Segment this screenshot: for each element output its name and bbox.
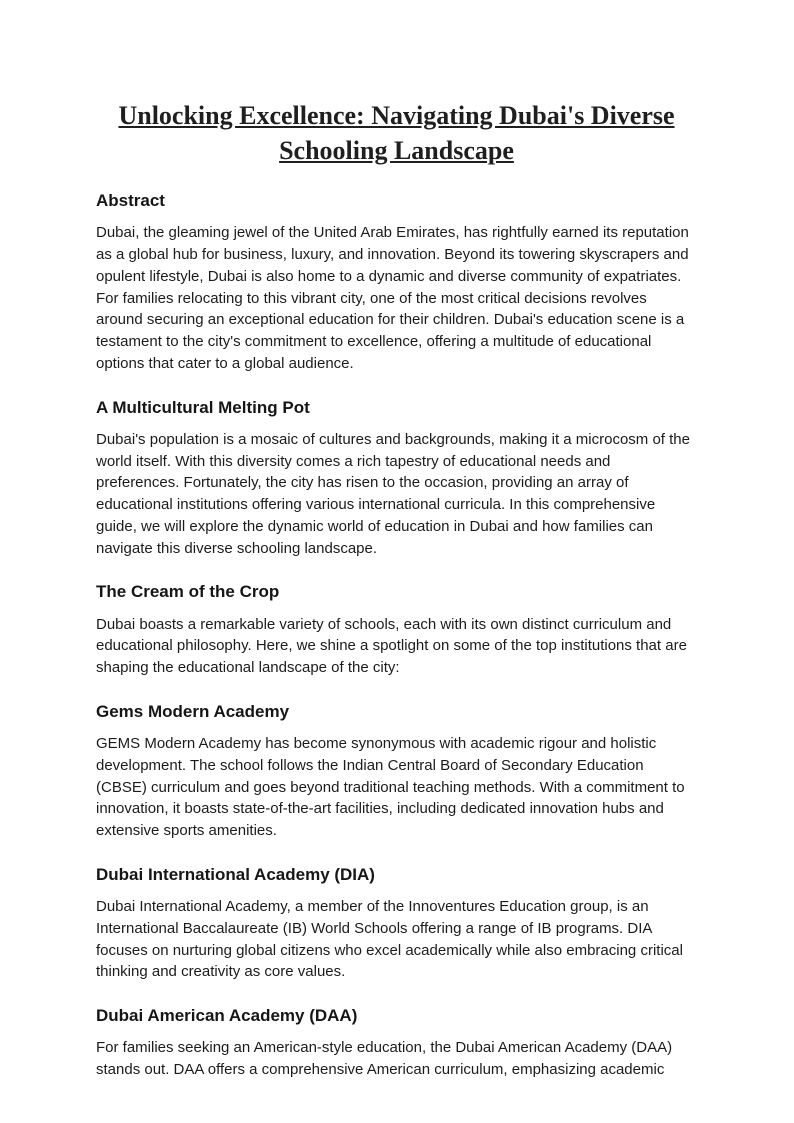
- section-heading: A Multicultural Melting Pot: [96, 397, 310, 417]
- section-heading: The Cream of the Crop: [96, 582, 280, 602]
- section-paragraph: GEMS Modern Academy has become synonymous with academic rigour and holistic development. The school follows the Indian Central Board of Secondary Education (CBSE) curriculum and goes beyond traditional teaching methods. With a commitment to innovation, it boasts state-of-the-art facilities, including dedicated innovation hubs and extensive sports amenities.: [96, 735, 685, 840]
- section-paragraph: Dubai boasts a remarkable variety of schools, each with its own distinct curriculum and educational philosophy. Here, we shine a spotlight on some of the top institutions that are shaping the educational landscape of the city:: [96, 615, 687, 677]
- section-heading: Dubai International Academy (DIA): [96, 864, 375, 884]
- section-paragraph: Dubai's population is a mosaic of cultures and backgrounds, making it a microcosm of the world itself. With this diversity comes a rich tapestry of educational needs and preferences. Fortunately, the city has risen to the occasion, providing an array of educational institutions offering various international curricula. In this comprehensive guide, we will explore the dynamic world of education in Dubai and how families can navigate this diverse schooling landscape.: [96, 430, 690, 557]
- section-paragraph: Dubai, the gleaming jewel of the United Arab Emirates, has rightfully earned its reputation as a global hub for business, luxury, and innovation. Beyond its towering skyscrapers and opulent lifestyle, Dubai is also home to a dynamic and diverse community of expatriates. For families relocating to this vibrant city, one of the most critical decisions revolves around securing an exceptional education for their children. Dubai's education scene is a testament to the city's commitment to excellence, offering a multitude of educational options that cater to a global audience.: [96, 224, 689, 372]
- section-heading: Dubai American Academy (DAA): [96, 1006, 358, 1026]
- section-abstract: [96, 190, 697, 375]
- section-dubai-international-academy: [96, 864, 697, 983]
- section-paragraph: For families seeking an American-style education, the Dubai American Academy (DAA) stands out. DAA offers a comprehensive American curriculum, emphasizing academic: [96, 1039, 673, 1079]
- section-multicultural-melting-pot: [96, 397, 697, 560]
- section-heading: Gems Modern Academy: [96, 701, 290, 721]
- section-gems-modern-academy: [96, 701, 697, 842]
- document-title: Unlocking Excellence: Navigating Dubai's Diverse Schooling Landscape: [118, 101, 675, 166]
- section-dubai-american-academy: [96, 1005, 697, 1081]
- section-heading: Abstract: [96, 191, 165, 211]
- section-cream-of-the-crop: [96, 581, 697, 679]
- section-paragraph: Dubai International Academy, a member of the Innoventures Education group, is an International Baccalaureate (IB) World Schools offering a range of IB programs. DIA focuses on nurturing global citizens who excel academically while also embracing critical thinking and creativity as core values.: [96, 898, 683, 981]
